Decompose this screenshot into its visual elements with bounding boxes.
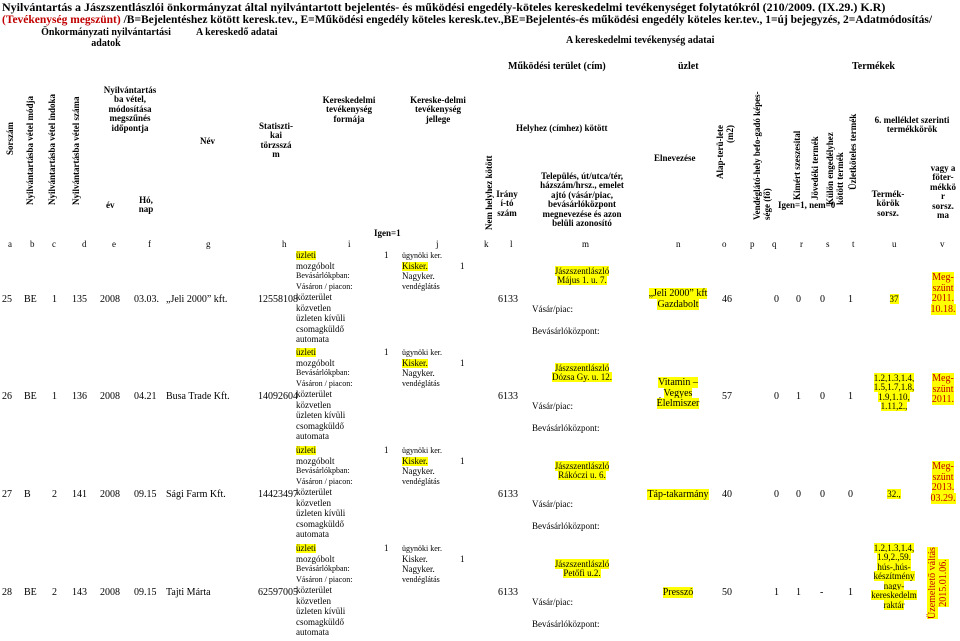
row-alapterulet: 40 [722, 489, 732, 500]
col-igen-nem: Igen=1, nem=0 [778, 200, 836, 210]
forma-item: üzleti [296, 250, 316, 260]
legend-text: /B=Bejelentéshez kötött keresk.tev., E=Működési engedély köteles keresk.tev.,BE=Bejelentés-és működési engedély köteles ker.tev., 1=új bejegyzés, 2=Adatmódosítás/ [120, 14, 933, 26]
row-termekkor: 32., [887, 489, 901, 499]
row-ho-nap: 03.03. [134, 294, 159, 305]
row-sorszam: 28 [2, 587, 12, 598]
jelleg-kisker: Kisker. [402, 260, 428, 271]
row-iranyito: 6133 [498, 294, 518, 305]
column-letter: r [800, 239, 803, 249]
kisker-flag: 1 [460, 260, 465, 271]
forma-item: közvetlen [296, 399, 331, 410]
column-letter: j [436, 239, 439, 249]
row-uzletkoteles: 1 [848, 391, 853, 402]
row-alapterulet: 57 [722, 391, 732, 402]
column-letter: v [940, 239, 945, 249]
row-uzletkoteles: 1 [848, 587, 853, 598]
forma-item: Vásáron / piacon: [296, 574, 353, 584]
row-kimert: 0 [774, 294, 779, 305]
col-ho-nap: Hó, nap [138, 195, 154, 215]
col-iranyito: Irány í-tó szám [496, 189, 518, 218]
vasar-label: Vásár/piac: [532, 597, 573, 607]
row-stat: 62597005 [258, 587, 298, 598]
row-nev: Tajti Márta [166, 587, 211, 598]
forma-flag: 1 [384, 250, 389, 260]
forma-item: közterület [296, 292, 332, 302]
col-kulon: Külön engedélyhez kötött termék [825, 132, 845, 205]
row-cim: Jászszentlászló Rákóczi u. 6. [554, 461, 610, 481]
row-joveki: 0 [796, 489, 801, 500]
row-cim: Jászszentlászló Petőfi u.2. [554, 559, 610, 579]
kisker-flag: 1 [460, 553, 465, 564]
jelleg-ugynoki: ügynöki ker. [402, 348, 442, 357]
column-letter: i [348, 239, 351, 249]
col-indoka: Nyilvántartásba vétel indoka [47, 93, 57, 205]
group-tevekenyseg: A kereskedelmi tevékenység adatai [566, 35, 715, 46]
jelleg-vendeglatas: vendéglátás [402, 574, 440, 584]
page-subtitle [2, 14, 932, 26]
row-ho-nap: 09.15 [134, 489, 157, 500]
row-sorszam: 26 [2, 391, 12, 402]
row-stat: 14423497 [258, 489, 298, 500]
jelleg-vendeglatas: vendéglátás [402, 378, 440, 388]
jelleg-nagyker: Nagyker. [402, 564, 435, 574]
row-szama: 141 [72, 489, 87, 500]
column-letter: p [750, 239, 755, 249]
column-letter: l [510, 239, 513, 249]
vasar-label: Vásár/piac: [532, 304, 573, 314]
row-kimert: 1 [774, 587, 779, 598]
row-szama: 135 [72, 294, 87, 305]
forma-item: Bevásárlókpban: [296, 466, 350, 475]
jelleg-ugynoki: ügynöki ker. [402, 446, 442, 455]
row-ho-nap: 04.21 [134, 391, 157, 402]
forma-item: üzleten kívüli [296, 410, 346, 420]
forma-item: mozgóbolt [296, 553, 335, 564]
row-kulon: 0 [820, 391, 825, 402]
group-uzlet: üzlet [678, 61, 699, 72]
forma-item: mozgóbolt [296, 260, 335, 271]
vasar-label: Vásár/piac: [532, 401, 573, 411]
jelleg-nagyker: Nagyker. [402, 466, 435, 476]
row-joveki: 0 [796, 294, 801, 305]
jelleg-ugynoki: ügynöki ker. [402, 544, 442, 553]
forma-item: üzleten kívüli [296, 606, 346, 616]
row-ho-nap: 09.15 [134, 587, 157, 598]
row-sorszam: 27 [2, 489, 12, 500]
jelleg-ugynoki: ügynöki ker. [402, 251, 442, 260]
row-modja: BE [24, 391, 37, 402]
row-modja: BE [24, 587, 37, 598]
forma-item: Vásáron / piacon: [296, 476, 353, 486]
forma-flag: 1 [384, 543, 389, 553]
forma-flag: 1 [384, 445, 389, 455]
column-letter: o [722, 239, 727, 249]
jelleg-kisker: Kisker. [402, 455, 428, 466]
row-indoka: 1 [52, 391, 57, 402]
col-kimert: Kimért szeszesital [792, 130, 802, 200]
jelleg-nagyker: Nagyker. [402, 271, 435, 281]
row-iranyito: 6133 [498, 391, 518, 402]
row-sorszam: 25 [2, 294, 12, 305]
forma-item: közvetlen [296, 497, 331, 508]
column-letter: n [676, 239, 681, 249]
row-termekkor: 1.2,1.3,1.4, 1.9,2.,59. hús-,hús- készítmény nagy- kereskedelm raktár [871, 543, 917, 610]
vasar-label: Vásár/piac: [532, 499, 573, 509]
column-letter: m [582, 239, 590, 249]
col-ev: év [106, 200, 115, 210]
forma-item: közterület [296, 487, 332, 497]
row-megszunt: Meg- szünt 2011. 10.18. [930, 272, 956, 315]
forma-item: közterület [296, 585, 332, 595]
group-keresked: A kereskedő adatai [196, 27, 278, 38]
col-helyhez: Helyhez (címhez) kötött [516, 123, 608, 133]
forma-item: automata [296, 529, 329, 539]
col-forma: Kereskedelmi tevékenység formája [322, 95, 376, 124]
row-nev: Sági Farm Kft. [166, 489, 226, 500]
column-letter: g [206, 239, 211, 249]
column-letter: k [484, 239, 489, 249]
bevasarlo-label: Bevásárlóközpont: [532, 521, 600, 531]
forma-item: automata [296, 627, 329, 637]
forma-item: csomagküldő [296, 323, 344, 334]
col-elnevezes: Elnevezése [654, 153, 696, 163]
row-modja: B [24, 489, 31, 500]
jelleg-kisker: Kisker. [402, 357, 428, 368]
forma-item: üzleten kívüli [296, 313, 346, 323]
row-indoka: 2 [52, 489, 57, 500]
group-onk: Önkormányzati nyilvántartási adatok [41, 27, 171, 49]
col-idopont: Nyilvántartás ba vétel, módosítása megszűnés időpontja [103, 85, 157, 133]
row-kulon: 0 [820, 489, 825, 500]
col-nem-helyhez: Nem helyhez kötött [484, 155, 494, 230]
forma-item: közvetlen [296, 302, 331, 313]
row-indoka: 2 [52, 587, 57, 598]
col-alapterulet: Alap-terü-lete (m2) [715, 125, 735, 179]
row-kimert: 0 [774, 391, 779, 402]
col-szama: Nyilvántartásba vétel száma [71, 96, 81, 205]
column-letter: q [772, 239, 777, 249]
row-elnevezes: Táp-takarmány [647, 489, 709, 500]
row-ev: 2008 [100, 294, 120, 305]
row-megszunt: Meg- szünt 2011. [931, 373, 955, 405]
forma-item: csomagküldő [296, 616, 344, 627]
bevasarlo-label: Bevásárlóközpont: [532, 326, 600, 336]
column-letter: e [112, 239, 116, 249]
row-joveki: 1 [796, 587, 801, 598]
forma-item: Bevásárlókpban: [296, 564, 350, 573]
col-jelleg: Kereske-delmi tevékenység jellege [410, 95, 466, 124]
row-modja: BE [24, 294, 37, 305]
forma-item: automata [296, 334, 329, 344]
col-igen1: Igen=1 [374, 228, 401, 238]
forma-item: mozgóbolt [296, 357, 335, 368]
bevasarlo-label: Bevásárlóközpont: [532, 423, 600, 433]
forma-item: Bevásárlókpban: [296, 271, 350, 280]
row-uzletkoteles: 1 [848, 294, 853, 305]
row-alapterulet: 46 [722, 294, 732, 305]
row-nev: Busa Trade Kft. [166, 391, 230, 402]
row-szama: 136 [72, 391, 87, 402]
col-telepules: Település, út/utca/tér, házszám/hrsz., emelet ajtó (vásár/piac, bevásárlóközpont megnevezése és azon belüli azonosító [540, 171, 624, 229]
col-sorszam: Sorszám [5, 122, 15, 155]
row-stat: 14092604 [258, 391, 298, 402]
kisker-flag: 1 [460, 357, 465, 368]
row-uzletkoteles: 0 [848, 489, 853, 500]
row-ev: 2008 [100, 391, 120, 402]
row-ev: 2008 [100, 587, 120, 598]
forma-item: üzleti [296, 445, 316, 455]
forma-item: csomagküldő [296, 420, 344, 431]
col-uzletkoteles: Üzletköteles termék [848, 113, 858, 190]
column-letter: b [30, 239, 35, 249]
row-elnevezes: „Jeli 2000” kft Gazdabolt [648, 288, 708, 310]
col-modja: Nyilvántartásba vétel módja [25, 96, 35, 205]
group-mukodesi: Működési terület (cím) [508, 61, 606, 72]
col-nev: Név [200, 136, 215, 146]
row-iranyito: 6133 [498, 489, 518, 500]
column-letter: d [82, 239, 87, 249]
row-termekkor: 1.2,1.3,1.4, 1.5,1.7,1.8, 1.9,1.10, 1.11,2., [873, 373, 915, 412]
row-elnevezes: Vitamin – Vegyes Élelmiszer [656, 377, 700, 409]
row-stat: 12558108 [258, 294, 298, 305]
kisker-flag: 1 [460, 455, 465, 466]
row-alapterulet: 50 [722, 587, 732, 598]
page-title: Nyilvántartás a Jászszentlászlói önkormányzat által nyilvántartott bejelentés- és működési engedély-köteles kereskedelmi tevékenységet folytatókról (210/2009. (IX.29.) K.R) [2, 0, 886, 14]
col-termekkorok: Termék- körök sorsz. [871, 189, 905, 218]
column-letter: h [282, 239, 287, 249]
column-letter: u [892, 239, 897, 249]
jelleg-vendeglatas: vendéglátás [402, 281, 440, 291]
row-cim: Jászszentlászló Dózsa Gy. u. 12. [552, 363, 612, 383]
row-indoka: 1 [52, 294, 57, 305]
status-megszunt-label: (Tevékenység megszünt) [2, 14, 121, 26]
column-letter: t [852, 239, 855, 249]
forma-flag: 1 [384, 347, 389, 357]
col-vendeglato: Vendéglátó-hely befo-gadó képes- sége (fő) [752, 91, 772, 220]
row-szama: 143 [72, 587, 87, 598]
jelleg-nagyker: Nagyker. [402, 368, 435, 378]
col-stat: Statiszti- kai törzsszá m [259, 121, 293, 160]
row-kulon: 0 [820, 294, 825, 305]
col-joveki: Jövedéki termék [810, 136, 820, 200]
forma-item: automata [296, 431, 329, 441]
forma-item: üzleti [296, 543, 316, 553]
row-iranyito: 6133 [498, 587, 518, 598]
row-nev: „Jeli 2000” kft. [166, 294, 228, 305]
column-letter: s [826, 239, 830, 249]
row-megszunt: Meg- szünt 2013. 03.29. [930, 461, 956, 504]
forma-item: közvetlen [296, 595, 331, 606]
col-melleklet: 6. melléklet szerinti termékkörök [874, 115, 950, 135]
forma-item: Vásáron / piacon: [296, 281, 353, 291]
bevasarlo-label: Bevásárlóközpont: [532, 619, 600, 629]
row-ev: 2008 [100, 489, 120, 500]
row-cim: Jászszentlászló Május 1. u. 7. [554, 266, 610, 286]
forma-item: csomagküldő [296, 518, 344, 529]
col-vagy: vagy a föter- mékkö r sorsz. ma [929, 163, 956, 221]
forma-item: Bevásárlókpban: [296, 368, 350, 377]
column-letter: c [52, 239, 56, 249]
group-termekek: Termékek [852, 61, 895, 72]
jelleg-kisker: Kisker. [402, 553, 428, 564]
column-letter: a [8, 239, 12, 249]
row-termekkor: 37 [889, 294, 899, 304]
row-kimert: 0 [774, 489, 779, 500]
row-megszunt: Üzemeltető váltás 2015.01.06. [927, 547, 949, 619]
forma-item: közterület [296, 389, 332, 399]
row-kulon: - [820, 587, 824, 598]
jelleg-vendeglatas: vendéglátás [402, 476, 440, 486]
forma-item: Vásáron / piacon: [296, 378, 353, 388]
forma-item: üzleten kívüli [296, 508, 346, 518]
forma-item: mozgóbolt [296, 455, 335, 466]
row-joveki: 1 [796, 391, 801, 402]
row-elnevezes: Presszó [662, 587, 694, 598]
forma-item: üzleti [296, 347, 316, 357]
column-letter: f [148, 239, 151, 249]
